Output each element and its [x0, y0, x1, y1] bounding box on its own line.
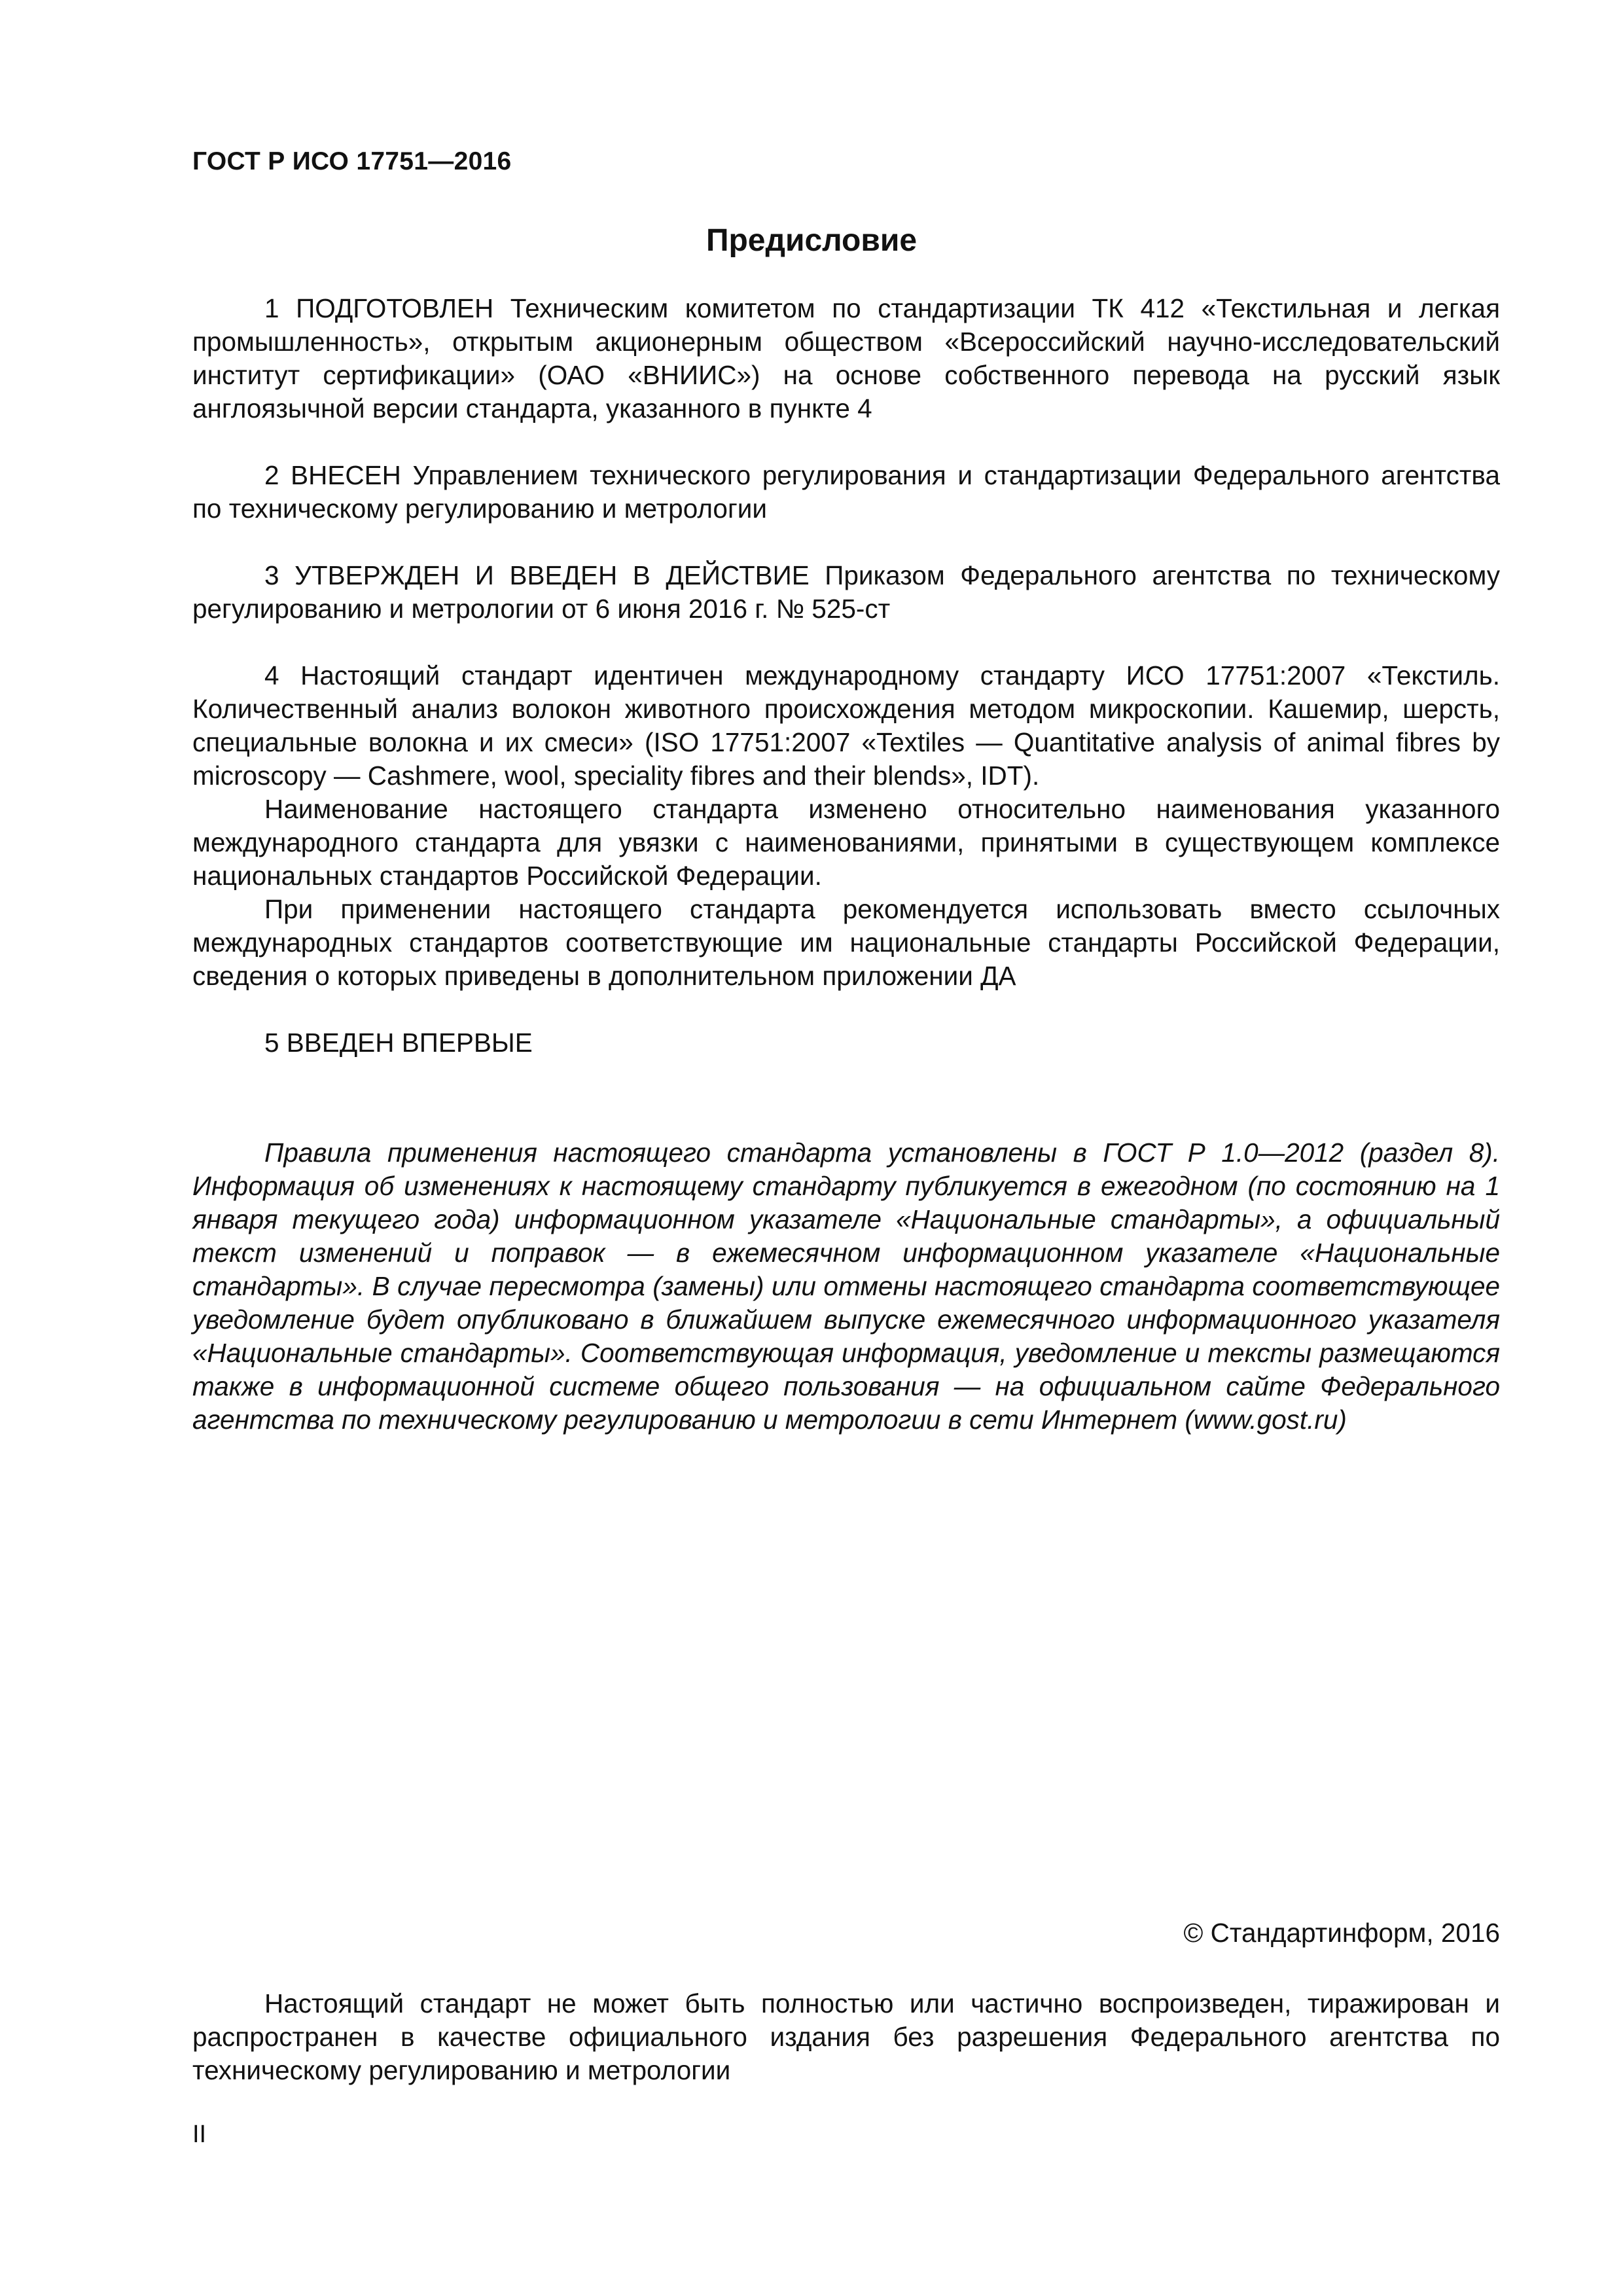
- preface-item-4: 4 Настоящий стандарт идентичен международному стандарту ИСО 17751:2007 «Текстиль. Количественный анализ волокон животного происхождения методом микроскопии. Кашемир, шерсть, специальные волокна и их смеси» (ISO 17751:2007 «Textiles — Quantitative analysis of animal fibres by microscopy — Cashmere, wool, speciality fibres and their blends», IDT).: [192, 660, 1500, 791]
- reproduction-notice: Настоящий стандарт не может быть полностью или частично воспроизведен, тиражирован и распространен в качестве официального издания без разрешения Федерального агентства по техническому регулированию и метрологии: [192, 1988, 1500, 2085]
- preface-item-3: 3 УТВЕРЖДЕН И ВВЕДЕН В ДЕЙСТВИЕ Приказом Федерального агентства по техническому регулированию и метрологии от 6 июня 2016 г. № 525-ст: [192, 560, 1500, 624]
- paragraph-gap: [192, 526, 1500, 559]
- preface-item-4-reference-note: При применении настоящего стандарта рекомендуется использовать вместо ссылочных международных стандартов соответствующие им национальные стандарты Российской Федерации, сведения о которых приведены в дополнительном приложении ДА: [192, 894, 1500, 991]
- preface-item-5: 5 ВВЕДЕН ВПЕРВЫЕ: [264, 1028, 533, 1058]
- page-number: II: [192, 2121, 207, 2148]
- paragraph-gap: [192, 993, 1500, 1026]
- paragraph-gap: [192, 626, 1500, 659]
- paragraph-gap: [192, 425, 1500, 459]
- document-header: ГОСТ Р ИСО 17751—2016: [192, 147, 512, 175]
- preface-item-2: 2 ВНЕСЕН Управлением технического регулирования и стандартизации Федерального агентства по техническому регулированию и метрологии: [192, 460, 1500, 524]
- preface-body: [192, 292, 1500, 1060]
- preface-item-1: 1 ПОДГОТОВЛЕН Техническим комитетом по стандартизации ТК 412 «Текстильная и легкая промышленность», открытым акционерным обществом «Всероссийский научно-исследовательский институт сертификации» (ОАО «ВНИИС») на основе собственного перевода на русский язык англоязычной версии стандарта, указанного в пункте 4: [192, 293, 1500, 423]
- copyright-line: © Стандартинформ, 2016: [1183, 1918, 1500, 1948]
- application-rules-notice: Правила применения настоящего стандарта установлены в ГОСТ Р 1.0—2012 (раздел 8). Информация об изменениях к настоящему стандарту публикуется в ежегодном (по состоянию на 1 января текущего года) информационном указателе «Национальные стандарты», а официальный текст изменений и поправок — в ежемесячном информационном указателе «Национальные стандарты». В случае пересмотра (замены) или отмены настоящего стандарта соответствующее уведомление будет опубликовано в ближайшем выпуске ежемесячного информационного указателя «Национальные стандарты». Соответствующая информация, уведомление и тексты размещаются также в информационной системе общего пользования — на официальном сайте Федерального агентства по техническому регулированию и метрологии в сети Интернет (www.gost.ru): [192, 1138, 1500, 1435]
- page-title: Предисловие: [705, 223, 918, 258]
- preface-item-4-title-note: Наименование настоящего стандарта изменено относительно наименования указанного международного стандарта для увязки с наименованиями, принятыми в существующем комплексе национальных стандартов Российской Федерации.: [192, 794, 1500, 891]
